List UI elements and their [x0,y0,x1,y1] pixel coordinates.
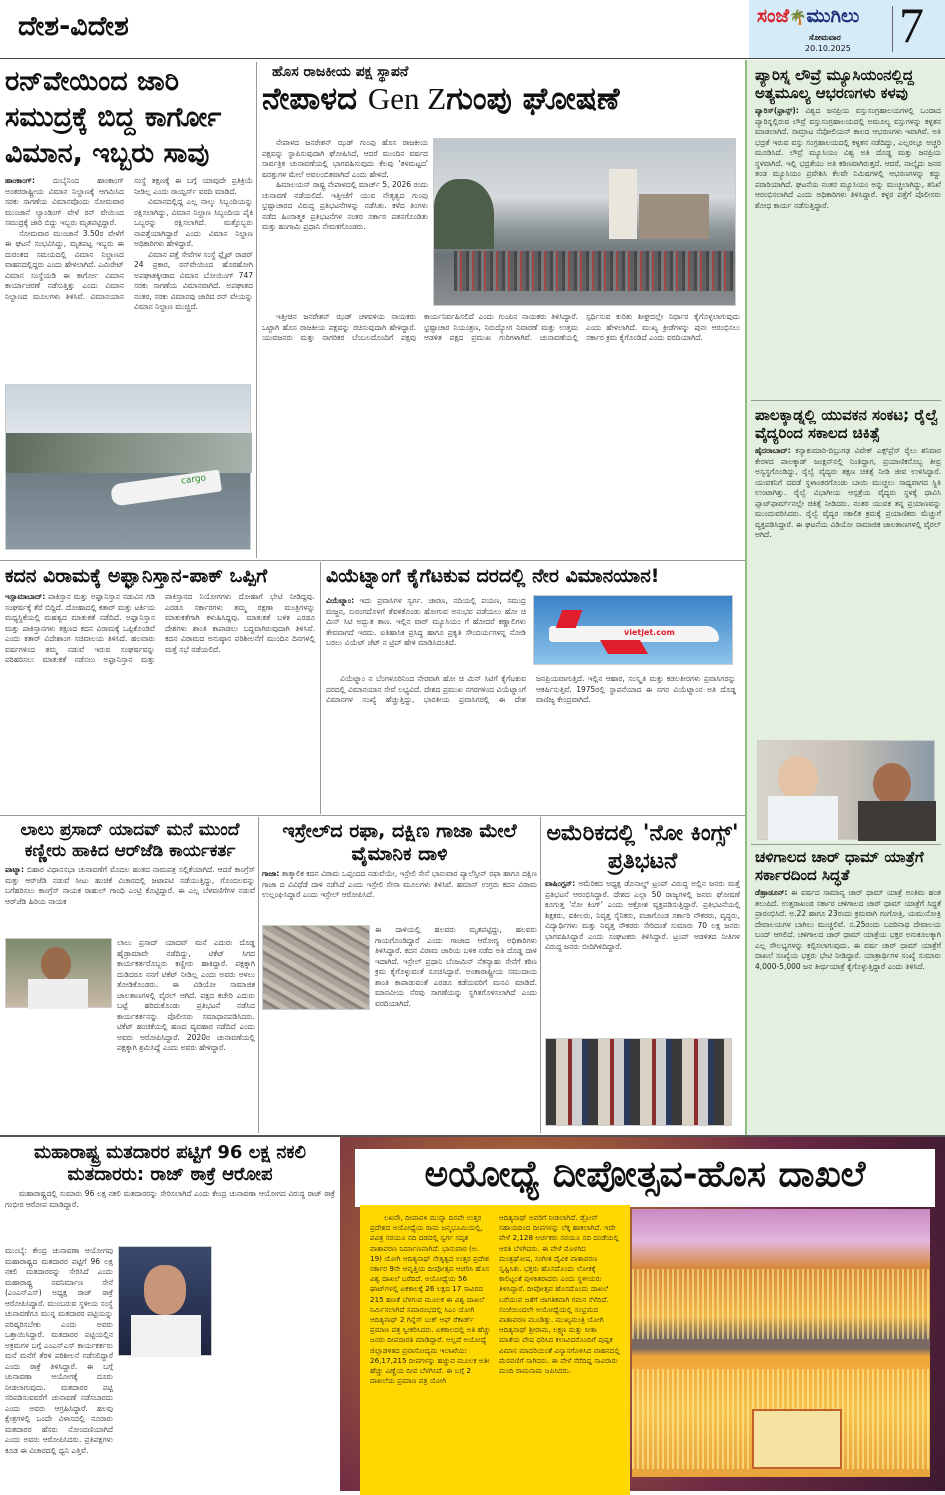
article-chardham [755,848,941,972]
body-text: ವಿಮಾನ ಪತ್ತೆ ಸೇವೆಗಳ ಸಂಸ್ಥೆ ಫ್ಲೈಟ್ ರಾಡರ್ 24 ಪ್ರಕಾರ, ರನ್‌ವೇಯಿಂದ ಹೊರಹೋಗಿ ಅಪಘಾತಕ್ಕೀಡಾದ ವಿಮಾನ ಬೋಯಿಂಗ್ 747 ಸರಕು ಸಾಗಣೆಯ ವಿಮಾನವಾಗಿದೆ. ಅಪಘಾತದ ನಂತರ, ಸರಕು ವಿಮಾನವು ಜಾರಿದ ರನ್ ವೇಯನ್ನು ವಿಮಾನ ನಿಲ್ದಾಣ ಮುಚ್ಚಿದೆ. [134,249,253,311]
body-text: ಹಿಮಾಲಯನ್ ರಾಷ್ಟ್ರ ನೇಪಾಳದಲ್ಲಿ ಮಾರ್ಚ್ 5, 2026 ರಂದು ಚುನಾವಣೆ ನಡೆಯಲಿದೆ. ಇತ್ತೀಚೆಗೆ ಯುವ ನೇತೃತ್ವದ ಗುಂಪು ಭ್ರಷ್ಟಾಚಾರದ ವಿರುದ್ಧ ಪ್ರತಿಭಟನೆಗಳನ್ನು ನಡೆಸಿತು. ಕಳೆದ ತಿಂಗಳು ನಡೆದ ಹಿಂಸಾತ್ಮಕ ಪ್ರತಿಭಟನೆಗಳ ನಂತರ ಸರ್ಕಾರ ಪತನಗೊಂಡಿತು ಮತ್ತು ಹಂಗಾಮಿ ಪ್ರಧಾನಿ ನೇಮಕಗೊಂಡರು. [262,180,428,231]
body-text: ಇತ್ತೀಚಿನ ಜನರೇಶನ್ ಝಡ್ ಚಳವಳಿಯ ನಾಯಕರು ಒಟ್ಟಾಗಿ ಹೊಸ ರಾಜಕೀಯ ಪಕ್ಷವನ್ನು ರಚಿಸುವುದಾಗಿ ಹೇಳಿದ್ದಾರೆ. ಯುವಜನರು ಮತ್ತು ನಾಗರಿಕರ ಬೆಂಬಲದೊಂದಿಗೆ ಪಕ್ಷವು ಕಾರ್ಯನಿರ್ವಹಿಸಲಿದೆ ಎಂದು ಗುಂಪಿನ ನಾಯಕರು ತಿಳಿಸಿದ್ದಾರೆ. ಭ್ರಷ್ಟಾಚಾರ ನಿಯಂತ್ರಣ, ನಿರುದ್ಯೋಗ ನಿವಾರಣೆ ಮತ್ತು ಉತ್ತಮ ಆಡಳಿತ ಪಕ್ಷದ ಪ್ರಮುಖ ಗುರಿಗಳಾಗಿವೆ. ಚುನಾವಣೆಯಲ್ಲಿ ಸ್ಪರ್ಧಿಸುವ ಕುರಿತು ಶೀಘ್ರದಲ್ಲೇ ನಿರ್ಧಾರ ಕೈಗೊಳ್ಳಲಾಗುವುದು ಎಂದು ಹೇಳಲಾಗಿದೆ. ಮುಖ್ಯ ಕ್ರೀಡೆಗಳನ್ನು ಪುನಃ ಆರಂಭಿಸಲು ಸರ್ಕಾರ ಕ್ರಮ ಕೈಗೊಂಡಿದೆ ಎಂದು ವರದಿಯಾಗಿದೆ. [262,312,740,342]
rjd-worker-photo [5,938,112,1008]
dateline: ಡೆಹ್ರಾಡೂನ್: [755,888,788,897]
raj-thackeray-photo [118,1246,212,1356]
article-gaza [262,820,537,1130]
headline: ಪ್ಯಾರಿಸ್ನ ಲೌವ್ರೆ ಮ್ಯೂಸಿಯಂನಲ್ಲಿದ್ದ ಅತ್ಯಮೂಲ್ಯ ಆಭರಣಗಳು ಕಳವು [755,66,914,102]
deepotsava-photo [632,1209,930,1477]
gaza-aerial-photo [262,925,370,1010]
cargo-livery-text: cargo [180,473,207,487]
headline-part: Gen Z [367,81,447,116]
body-text: ಪಾಕಿಸ್ತಾನ ಮತ್ತು ಅಫ್ಘಾನಿಸ್ತಾನ ನಡುವಿನ ಗಡಿ ಸಂಘರ್ಷಕ್ಕೆ ತೆರೆ ಬಿದ್ದಿದೆ. ದೋಹಾದಲ್ಲಿ ಕತಾರ್ ಮತ್ತು ಟರ್ಕಿಯ ಮಧ್ಯಸ್ಥಿಕೆಯಲ್ಲಿ ಮಹತ್ವದ ಮಾತುಕತೆ ನಡೆದಿದೆ. ಅಫ್ಘಾನಿಸ್ತಾನ ಮತ್ತು ಪಾಕಿಸ್ತಾನಗಳು ತಕ್ಷಣದ ಕದನ ವಿರಾಮಕ್ಕೆ ಒಪ್ಪಿಕೊಂಡಿವೆ ಎಂದು ಕತಾರ್ ವಿದೇಶಾಂಗ ಸಚಿವಾಲಯ ತಿಳಿಸಿದೆ. ಹಲವಾರು ವರ್ಷಗಳಿಂದ ತಮ್ಮ ನಡುವೆ ಇರುವ ಸಂಘರ್ಷವನ್ನು ಪರಿಹರಿಸಲು ಮಾತುಕತೆ ನಡೆಸಲು ಅಫ್ಘಾನಿಸ್ತಾನ ಮತ್ತು ಪಾಕಿಸ್ತಾನದ ನಿಯೋಗಗಳು ದೋಹಾಗೆ ಭೇಟಿ ನೀಡಿದ್ದವು. ಎರಡೂ ಸರ್ಕಾರಗಳು ತಮ್ಮ ರಕ್ಷಣಾ ಮಂತ್ರಿಗಳನ್ನು ಮಾತುಕತೆಗಾಗಿ ಕಳುಹಿಸಿದ್ದವು. ಮಾತುಕತೆ ಬಳಿಕ ಎರಡೂ ದೇಶಗಳು ಶಾಂತಿ ಕಾಪಾಡಲು ಬದ್ಧವಾಗಿರುವುದಾಗಿ ತಿಳಿಸಿವೆ. ಕದನ ವಿರಾಮದ ಅನುಷ್ಠಾನ ಪರಿಶೀಲನೆಗೆ ಮುಂದಿನ ದಿನಗಳಲ್ಲಿ ಮತ್ತೆ ಸಭೆ ನಡೆಯಲಿದೆ. [5,592,315,665]
railway-doctor-photo [757,740,935,840]
body-text: ತಾತ್ಕಾಲಿಕ ಕದನ ವಿರಾಮ ಒಪ್ಪಂದದ ನಡುವೆಯೇ, ಇಸ್ರೇಲಿ ಸೇನೆ ಭಾನುವಾರ ಪ್ಯಾಲೆಸ್ತೀನ್ ರಫಾ ಹಾಗೂ ದಕ್ಷಿಣ ಗಾಜಾ ದ ವಿವಿಧೆಡೆ ದಾಳಿ ನಡೆಸಿದೆ ಎಂದು ಇಸ್ರೇಲಿ ಸೇನಾ ಮೂಲಗಳು ತಿಳಿಸಿವೆ. ಹಮಾಸ್ ಉಗ್ರರು ಕದನ ವಿರಾಮ ಉಲ್ಲಂಘಿಸಿದ್ದಾರೆ ಎಂದು ಇಸ್ರೇಲ್ ಆರೋಪಿಸಿದೆ. [262,869,537,899]
article-us-protest [545,820,740,1130]
vietjet-livery-text: vietjet.com [624,628,675,637]
headline-part: ನೇಪಾಳದ [262,81,358,117]
headline: ಇಸ್ರೇಲ್‌ದ ರಫಾ, ದಕ್ಷಿಣ ಗಾಜಾ ಮೇಲೆ ವೈಮಾನಿಕ ದಾಳಿ [282,820,517,865]
article-maharashtra [5,1142,335,1487]
body-text: ನೇಪಾಳದ ಜನರೇಶನ್ ಝಡ್ ಗುಂಪು ಹೊಸ ರಾಜಕೀಯ ಪಕ್ಷವನ್ನು ಸ್ಥಾಪಿಸುವುದಾಗಿ ಘೋಷಿಸಿದೆ, ಆದರೆ ಮುಂದಿನ ವರ್ಷದ ಸಾರ್ವತ್ರಿಕ ಚುನಾವಣೆಯಲ್ಲಿ ಭಾಗವಹಿಸುವುದು ಕೆಲವು 'ತಳಮಟ್ಟದ' ಷರತ್ತುಗಳ ಮೇಲೆ ಅವಲಂಬಿತವಾಗಿದೆ ಎಂದು ಹೇಳಿದೆ. [262,138,428,179]
body-text: ಇದು ಪ್ರವಾಸಿಗಳ ಸ್ವರ್ಗ. ಚಾರಣ, ನದಿಯಲ್ಲಿ ಪಯಣ, ಸಮುದ್ರ ಮಜ್ಜನ, ಸುರಂಗದೊಳಗೆ ತೆವಳಿಕೊಂಡು ಹೋಗುವ ಅನುಭವ ಪಡೆಯಲು ಹೋ ಚಿ ಮಿನ್ ಸಿಟಿ ಅದ್ಭುತ ತಾಣ. ಇಲ್ಲಿನ ವಾರ್ ಮ್ಯೂಸಿಯಂ ಗೆ ಹೋದರೆ ಕಣ್ಣಾಲಿಗಳು ತೇವವಾಗದೆ ಇರದು. ಐತಿಹಾಸಿಕ ಪ್ರಸಿದ್ಧ ಹಾಗೂ ಪ್ರಕೃತಿ ಸೌಂದರ್ಯಗಳನ್ನ ನೋಡಿ ಬರಲು ವಿಯೆಟ್ ಜೆಟ್ ನ ಟ್ರಿಪ್ ಹೇಳಿ ಮಾಡಿಸಿದಂತಿದೆ. [326,596,526,647]
article-afghanistan [5,566,315,811]
dateline: ವಾಷಿಂಗ್ಟನ್: [545,879,576,888]
body-text: ಈ ವರ್ಷದ ಸಾಮಾನ್ಯ ಚಾರ್ ಧಾಮ್ ಯಾತ್ರೆ ಅಂತಿಮ ಹಂತ ತಲುಪಿದೆ. ಉತ್ತರಾಖಂಡ ಸರ್ಕಾರ ಚಳಿಗಾಲದ ಚಾರ್ ಧಾಮ್ ಯಾತ್ರೆಗೆ ಸಿದ್ಧತೆ ಪ್ರಾರಂಭಿಸಿದೆ. ಅ.22 ಹಾಗೂ 23ರಂದು ಕ್ರಮವಾಗಿ ಗಂಗೋತ್ರಿ, ಯಮುನೋತ್ರಿ ದೇವಾಲಯಗಳ ಬಾಗಿಲು ಮುಚ್ಚಲಿವೆ. ನ.25ರಂದು ಬದರಿನಾಥ ದೇವಾಲಯ ಬಂದ್ ಆಗಲಿದೆ. ಚಳಿಗಾಲದ ಚಾರ್ ಧಾಮ್ ಯಾತ್ರೆಯ ಭಕ್ತರ ಅನುಕೂಲಕ್ಕಾಗಿ ಎಲ್ಲ ಸೌಲಭ್ಯಗಳನ್ನು ಕಲ್ಪಿಸಲಾಗುವುದು. ಈ ವರ್ಷ ಚಾರ್ ಧಾಮ್ ಯಾತ್ರೆಗೆ ದಾಖಲೆ ಸಂಖ್ಯೆಯ ಭಕ್ತರು ಭೇಟಿ ನೀಡಿದ್ದಾರೆ. ಯಾತ್ರಾರ್ಥಿಗಳ ಸಂಖ್ಯೆ ಸುಮಾರು 4,000-5,000 ಜನ ತೀರ್ಥಯಾತ್ರೆ ಕೈಗೊಳ್ಳುತ್ತಿದ್ದಾರೆ ಎಂದು ತಿಳಿಸಿದೆ. [755,888,941,971]
headline: ಮಹಾರಾಷ್ಟ್ರ ಮತದಾರರ ಪಟ್ಟಿಗೆ 96 ಲಕ್ಷ ನಕಲಿ ಮತದಾರರು: ರಾಜ್ ಠಾಕ್ರೆ ಆರೋಪ [33,1142,306,1185]
headline: ಚಳಿಗಾಲದ ಚಾರ್ ಧಾಮ್ ಯಾತ್ರೆಗೆ ಸರ್ಕಾರದಿಂದ ಸಿದ್ಧತೆ [755,848,924,884]
masthead-name-part2: ಮುಗಿಲು [806,5,860,27]
body-text: ದುಬೈನಿಂದ ಹಾಂಕಾಂಗ್ ಅಂತರರಾಷ್ಟ್ರೀಯ ವಿಮಾನ ನಿಲ್ದಾಣಕ್ಕೆ ಆಗಮಿಸಿದ ಸರಕು ಸಾಗಣೆಯ ವಿಮಾನವೊಂದು ಸೋಮವಾರ ಮುಂಜಾನೆ ಲ್ಯಾಂಡಿಂಗ್ ವೇಳೆ ರನ್ ವೇಯಿಂದ ಸಮುದ್ರಕ್ಕೆ ಜಾರಿ ಬಿದ್ದು ಇಬ್ಬರು ಮೃತಪಟ್ಟಿದ್ದಾರೆ. [5,176,124,227]
headline: ಲಾಲು ಪ್ರಸಾದ್ ಯಾದವ್ ಮನೆ ಮುಂದೆ ಕಣ್ಣೀರು ಹಾಕಿದ ಆರ್‌ಜೆಡಿ ಕಾರ್ಯಕರ್ತ [20,820,240,861]
article-palakkad [755,406,941,541]
kicker: ಹೊಸ ರಾಜಕೀಯ ಪಕ್ಷ ಸ್ಥಾಪನೆ [272,64,409,80]
headline-part: ಗುಂಪು ಘೋಷಣೆ [446,81,620,117]
headline: ಕದನ ವಿರಾಮಕ್ಕೆ ಅಫ್ಘಾನಿಸ್ತಾನ-ಪಾಕ್ ಒಪ್ಪಿಗೆ [5,565,268,587]
body-text: ಮುಂಬೈ: ಕೇಂದ್ರ ಚುನಾವಣಾ ಆಯೋಗವು ಮಹಾರಾಷ್ಟ್ರದ ಮತದಾರರ ಪಟ್ಟಿಗೆ 96 ಲಕ್ಷ ನಕಲಿ ಮತದಾರರನ್ನು ಸೇರಿಸಿದೆ ಎಂದು ಮಹಾರಾಷ್ಟ್ರ ನವನಿರ್ಮಾಣ ಸೇನೆ (ಎಂಎನ್‌ಎಸ್) ಅಧ್ಯಕ್ಷ ರಾಜ್ ಠಾಕ್ರೆ ಆರೋಪಿಸಿದ್ದಾರೆ. ಮುಂಬರುವ ಸ್ಥಳೀಯ ಸಂಸ್ಥೆ ಚುನಾವಣೆಗೂ ಮುನ್ನ ಮತದಾರರ ಪಟ್ಟಿಯನ್ನು ಪರಿಷ್ಕರಿಸಬೇಕು ಎಂದು ಅವರು ಒತ್ತಾಯಿಸಿದ್ದಾರೆ. ಮತದಾರರ ಪಟ್ಟಿಯಲ್ಲಿನ ಅಕ್ರಮಗಳ ಬಗ್ಗೆ ಎಂಎನ್‌ಎಸ್ ಕಾರ್ಯಕರ್ತರು ಮನೆ ಮನೆಗೆ ತೆರಳಿ ಪರಿಶೀಲನೆ ನಡೆಸಲಿದ್ದಾರೆ ಎಂದು ಠಾಕ್ರೆ ತಿಳಿಸಿದ್ದಾರೆ. ಈ ಬಗ್ಗೆ ಚುನಾವಣಾ ಆಯೋಗಕ್ಕೆ ದೂರು ನೀಡಲಾಗುವುದು. ಮತದಾರರ ಪಟ್ಟಿ ಸರಿಪಡಿಸುವವರೆಗೆ ಚುನಾವಣೆ ನಡೆಸಬಾರದು ಎಂದು ಅವರು ಆಗ್ರಹಿಸಿದ್ದಾರೆ. ಹಲವು ಕ್ಷೇತ್ರಗಳಲ್ಲಿ ಒಂದೇ ವಿಳಾಸದಲ್ಲಿ ನೂರಾರು ಮತದಾರರ ಹೆಸರು ನೋಂದಣಿಯಾಗಿದೆ ಎಂದು ಅವರು ಆರೋಪಿಸಿದರು. ಪ್ರತಿಪಕ್ಷಗಳು ಕೂಡ ಈ ವಿಚಾರದಲ್ಲಿ ಧ್ವನಿ ಎತ್ತಿವೆ. [5,1246,113,1455]
article-lalu [5,820,255,1130]
body-text: ಅಮೆರಿಕದ ಅಧ್ಯಕ್ಷ ಡೊನಾಲ್ಡ್ ಟ್ರಂಪ್ ವಿರುದ್ಧ ಅಲ್ಲಿನ ಜನರು ಮತ್ತೆ ಪ್ರತಿಭಟನೆ ಆರಂಭಿಸಿದ್ದಾರೆ. ದೇಶದ ಎಲ್ಲಾ 50 ರಾಜ್ಯಗಳಲ್ಲಿ ಜನರು ಘೋಷಣೆ ಕೂಗುತ್ತ 'ನೋ ಕಿಂಗ್' ಎಂದು ಆಕ್ರೋಶ ವ್ಯಕ್ತಪಡಿಸುತ್ತಿದ್ದಾರೆ. ಪ್ರತಿಭಟನೆಯಲ್ಲಿ ಶಿಕ್ಷಕರು, ವಕೀಲರು, ನಿವೃತ್ತ ಸೈನಿಕರು, ವಜಾಗೊಂಡ ಸರ್ಕಾರಿ ನೌಕರರು, ವೃದ್ಧರು, ವಿದ್ಯಾರ್ಥಿಗಳು ಮತ್ತು ನಿವೃತ್ತ ನೌಕರರು ಸೇರಿದಂತೆ ಸುಮಾರು 70 ಲಕ್ಷ ಜನರು ಭಾಗವಹಿಸಿದ್ದಾರೆ ಎಂದು ಸಂಘಟಕರು ತಿಳಿಸಿದ್ದಾರೆ. ಟ್ರಂಪ್ ಆಡಳಿತದ ನೀತಿಗಳ ವಿರುದ್ಧ ಜನರು ಬೀದಿಗಿಳಿದಿದ್ದಾರೆ. [545,879,740,951]
dateline: ಹೈದರಾಬಾದ್: [755,446,791,455]
body-text: ಕನ್ಯಾಕುಮಾರಿ-ದಿಬ್ರುಗಢ ವಿವೇಕ್ ಎಕ್ಸ್‌ಪ್ರೆಸ್ ರೈಲು ಶನಿವಾರ ಕೇರಳದ ಪಾಲಕ್ಕಾಡ್ ಜಂಕ್ಷನ್‌ನಲ್ಲಿ ನಿಂತಿದ್ದಾಗ, ಪ್ರಯಾಣಿಕನೊಬ್ಬ ತೀವ್ರ ಅಸ್ವಸ್ಥಗೊಂಡಿದ್ದು, ರೈಲ್ವೆ ವೈದ್ಯರು ತಕ್ಷಣ ಚಿಕಿತ್ಸೆ ನೀಡಿ ಜೀವ ಉಳಿಸಿದ್ದಾರೆ. ಯುವಕನಿಗೆ ದವಡೆ ಸ್ಥಳಾಂತರಗೊಂಡು ಬಾಯಿ ಮುಚ್ಚಲು ಸಾಧ್ಯವಾಗದ ಸ್ಥಿತಿ ಉಂಟಾಗಿತ್ತು. ರೈಲ್ವೆ ವಿಭಾಗೀಯ ಆಸ್ಪತ್ರೆಯ ವೈದ್ಯರು ಸ್ಥಳಕ್ಕೆ ಧಾವಿಸಿ ಪ್ಲಾಟ್‌ಫಾರ್ಮ್‌ನಲ್ಲೇ ಚಿಕಿತ್ಸೆ ನೀಡಿದರು. ನಂತರ ಯುವಕ ತನ್ನ ಪ್ರಯಾಣವನ್ನು ಮುಂದುವರಿಸಿದರು. ರೈಲ್ವೆ ವೈದ್ಯರ ಸಕಾಲಿಕ ಕ್ರಮಕ್ಕೆ ಪ್ರಯಾಣಿಕರು ಮೆಚ್ಚುಗೆ ವ್ಯಕ್ತಪಡಿಸಿದ್ದಾರೆ. ಈ ಘಟನೆಯ ವಿಡಿಯೋ ಸಾಮಾಜಿಕ ಜಾಲತಾಣಗಳಲ್ಲಿ ವೈರಲ್ ಆಗಿದೆ. [755,446,941,539]
vietjet-plane-photo [533,595,733,665]
article-vietnam [326,566,740,811]
body-text: ವಿಯೆಟ್ನಾಂ ನ ಬೆಂಗಳೂರಿನಿಂದ ನೇರವಾಗಿ ಹೋ ಚಿ ಮಿನ್ ಸಿಟಿಗೆ ಕೈಗೆಟಕುವ ದರದಲ್ಲಿ ವಿಮಾನಯಾನ ಸೇವೆ ಲಭ್ಯವಿದೆ. ದೇಶದ ಪ್ರಮುಖ ನಗರಗಳಿಂದ ವಿಯೆಟ್ನಾಂಗೆ ವಿಮಾನಗಳ ಸಂಖ್ಯೆ ಹೆಚ್ಚುತ್ತಿದ್ದು, ಭಾರತೀಯ ಪ್ರವಾಸಿಗರಲ್ಲಿ ಈ ದೇಶ ಜನಪ್ರಿಯವಾಗುತ್ತಿದೆ. ಇಲ್ಲಿನ ಆಹಾರ, ಸಂಸ್ಕೃತಿ ಮತ್ತು ಕಡಲತೀರಗಳು ಪ್ರವಾಸಿಗರನ್ನು ಆಕರ್ಷಿಸುತ್ತಿವೆ. 1975ರಲ್ಲಿ ಸ್ಥಾಪನೆಯಾದ ಈ ನಗರ ವಿಯೆಟ್ನಾಂನ ಅತಿ ದೊಡ್ಡ ವಾಣಿಜ್ಯ ಕೇಂದ್ರವಾಗಿದೆ. [326,674,736,704]
body-text: ಸೋಮವಾರ ಮುಂಜಾನೆ 3.50ರ ವೇಳೆಗೆ ಈ ಘಟನೆ ಸಂಭವಿಸಿದ್ದು, ಮೃತಪಟ್ಟ ಇಬ್ಬರು ಈ ದುರಂತದ ಸಮಯದಲ್ಲಿ ವಿಮಾನ ನಿಲ್ದಾಣದ ವಾಹನದಲ್ಲಿದ್ದರು ಎಂದು ಹೇಳಲಾಗಿದೆ. ಎಮಿರೇಟ್ ವಿಮಾನ ಸಂಸ್ಥೆಯಡಿ ಈ ಕಾರ್ಗೋ ವಿಮಾನ ಕಾರ್ಯಾಚರಣೆ ನಡೆಸುತ್ತಿತ್ತು ಎಂದು ವಿಮಾನ ನಿಲ್ದಾಣದ ಮೂಲಗಳು ತಿಳಿಸಿವೆ. ವಿಮಾನಯಾನ ಸಂಸ್ಥೆ ತಕ್ಷಣಕ್ಕೆ ಈ ಬಗ್ಗೆ ಯಾವುದೇ ಪ್ರತಿಕ್ರಿಯೆ ನೀಡಿಲ್ಲ ಎಂದು ರಾಯ್ಟರ್ಸ್ ವರದಿ ಮಾಡಿದೆ. [5,176,253,301]
article-nepal [262,64,742,556]
article-cargo-plane [5,64,253,556]
article-louvre [755,66,941,211]
dateline: ಇಸ್ಲಾಮಾಬಾದ್: [5,592,46,602]
masthead [749,0,945,58]
dateline: ಗಾಜಾ: [262,869,280,878]
body-text: ವಿಶ್ವದ ಜನಪ್ರಿಯ ವಸ್ತುಸಂಗ್ರಹಾಲಯಗಳಲ್ಲಿ ಒಂದಾದ ಪ್ಯಾರಿಸ್ನಲ್ಲಿರುವ ಲೌವ್ರೆ ವಸ್ತುಸಂಗ್ರಹಾಲಯದಲ್ಲಿ ಅಮೂಲ್ಯ ವಸ್ತುಗಳನ್ನು ಕಳ್ಳತನ ಮಾಡಲಾಗಿದೆ. ಸಾಮ್ರಾಟ ನೆಪೋಲಿಯನ್ ಕಾಲದ ಆಭರಣಗಳು ಇವಾಗಿವೆ. ಅತಿ ಭದ್ರತೆ ಇರುವ ವಸ್ತು ಸಂಗ್ರಹಾಲಯದಲ್ಲಿ ಕಳ್ಳತನ ನಡೆದಿದ್ದು, ಎಲ್ಲರಲ್ಲೂ ಅಚ್ಚರಿ ಮೂಡಿಸಿದೆ. ಲೌವ್ರೆ ಮ್ಯೂಸಿಯಂ ವಿಶ್ವ ಅತಿ ದೊಡ್ಡ ಮತ್ತು ಜನಪ್ರಿಯ ಸ್ಥಳವಾಗಿದೆ. ಇಲ್ಲಿ ಭದ್ರತೆಯು ಅತಿ ಕಠಿಣವಾಗಿರುತ್ತದೆ. ಆದರೆ, ನಾಲ್ಕೈದು ಜನರ ತಂಡ ಮ್ಯೂಸಿಯಂ ಪ್ರವೇಶಿಸಿ ಕೆಲವೇ ನಿಮಿಷಗಳಲ್ಲಿ ಆಭರಣಗಳನ್ನು ಕದ್ದು ಪರಾರಿಯಾಗಿದೆ. ಘಟನೆಯ ನಂತರ ಮ್ಯೂಸಿಯಂ ಅನ್ನು ಮುಚ್ಚಲಾಗಿದ್ದು, ತನಿಖೆ ಆರಂಭಿಸಲಾಗಿದೆ ಎಂದು ಅಧಿಕಾರಿಗಳು ತಿಳಿಸಿದ್ದಾರೆ. ಕಳ್ಳರ ಪತ್ತೆಗೆ ಪೊಲೀಸರು ಶೋಧ ಕಾರ್ಯ ನಡೆಸುತ್ತಿದ್ದಾರೆ. [755,106,941,210]
masthead-date: 20.10.2025 [805,44,851,53]
right-column [745,60,945,1135]
article-ayodhya [340,1137,945,1491]
body-text: ಬಿಹಾರ ವಿಧಾನಸಭಾ ಚುನಾವಣೆಗೆ ಮೊದಲ ಹಂತದ ನಾಮಪತ್ರ ಸಲ್ಲಿಕೆಯಾಗಿದೆ. ಆದರೆ ಕಾಂಗ್ರೆಸ್ ಮತ್ತು ಆರ್‌ಜೆಡಿ ನಡುವೆ ಸೀಟು ಹಂಚಿಕೆ ವಿಚಾರದಲ್ಲಿ ಜಟಾಪಟಿ ನಡೆಯುತ್ತಿದ್ದು, ಗೊಂದಲವನ್ನು ಬಗೆಹರಿಸಲು ಕಾಂಗ್ರೆಸ್ ನಾಯಕ ರಾಹುಲ್ ಗಾಂಧಿ ಎಂಟ್ರಿ ಕೊಟ್ಟಿದ್ದಾರೆ. ಈ ಎಲ್ಲ ಬೆಳವಣಿಗೆಗಳ ನಡುವೆ ಆರ್‌ಜೆಡಿ ಹಿರಿಯ ನಾಯಕ [5,865,255,906]
body-text: ಲಾಲು ಪ್ರಸಾದ್ ಯಾದವ್ ಮನೆ ಎದುರು ದೊಡ್ಡ ಹೈಡ್ರಾಮಾವೇ ನಡೆದಿದ್ದು, ಟಿಕೆಟ್ ಸಿಗದ ಕಾರ್ಯಕರ್ತರೊಬ್ಬರು ಕಣ್ಣೀರು ಹಾಕಿದ್ದಾರೆ. ಪಕ್ಷಕ್ಕಾಗಿ ದುಡಿದರೂ ನನಗೆ ಟಿಕೆಟ್ ನೀಡಿಲ್ಲ ಎಂದು ಅವರು ಅಳಲು ತೋಡಿಕೊಂಡರು. ಈ ವಿಡಿಯೋ ಸಾಮಾಜಿಕ ಜಾಲತಾಣಗಳಲ್ಲಿ ವೈರಲ್ ಆಗಿದೆ. ಪಕ್ಷದ ಕಚೇರಿ ಎದುರು ಬಟ್ಟೆ ಹರಿದುಕೊಂಡು ಪ್ರತಿಭಟನೆ ನಡೆಸಿದ ಕಾರ್ಯಕರ್ತನನ್ನು ಪೊಲೀಸರು ಸಮಾಧಾನಪಡಿಸಿದರು. ಟಿಕೆಟ್ ಹಂಚಿಕೆಯಲ್ಲಿ ಹಣದ ವ್ಯವಹಾರ ನಡೆದಿದೆ ಎಂದು ಅವರು ಆರೋಪಿಸಿದ್ದಾರೆ. 2020ರ ಚುನಾವಣೆಯಲ್ಲಿ ಪಕ್ಷಕ್ಕಾಗಿ ಶ್ರಮಿಸಿದ್ದೆ ಎಂದು ಅವರು ಹೇಳಿದ್ದಾರೆ. [117,938,255,1052]
no-kings-protest-photo [545,1038,732,1126]
ayodhya-text-box [360,1205,630,1495]
body-text: ಲಖನೌ, ದೀಪಾವಳಿ ಮುನ್ನಾ ದಿನವೇ ಉತ್ತರ ಪ್ರದೇಶದ ಅಯೋಧ್ಯೆಯ ರಾಮ ಜನ್ಮಭೂಮಿಯಲ್ಲಿ, ಪವಿತ್ರ ಸರಯೂ ನದಿ ದಡದಲ್ಲಿ ಸ್ವರ್ಗ ಸದೃಶ ವಾತಾವರಣ ನಿರ್ಮಾಣವಾಗಿದೆ. ಭಾನುವಾರ (ಅ. 19) ಯೋಗಿ ಆದಿತ್ಯನಾಥ್ ನೇತೃತ್ವದ ಉತ್ತರ ಪ್ರದೇಶ ಸರ್ಕಾರ 9ನೇ ಆವೃತ್ತಿಯ ದೀಪೋತ್ಸವ ಆಚರಿಸಿ ಹೊಸ ವಿಶ್ವ ದಾಖಲೆ ಬರೆದಿದೆ. ಅಯೋಧ್ಯೆಯ 56 ಘಾಟ್‌ಗಳಲ್ಲಿ ಏಕಕಾಲಕ್ಕೆ 26 ಲಕ್ಷದ 17 ಸಾವಿರದ 215 ಹಣತೆ ಬೆಳಗುವ ಮೂಲಕ ಈ ವಿಶ್ವ ದಾಖಲೆ ನಿರ್ಮಿಸಲಾಗಿದೆ ಸಮಾರಂಭದಲ್ಲಿ ಸಿಎಂ ಯೋಗಿ ಆದಿತ್ಯನಾಥ್ 2 ಗಿನ್ನೆಸ್ ಬುಕ್ ಆಫ್ ರೆಕಾರ್ಡ್ ಪ್ರಮಾಣ ಪತ್ರ ಸ್ವೀಕರಿಸಿದರು. ಏಕಕಾಲದಲ್ಲಿ ಅತಿ ಹೆಚ್ಚು ಜನರು ದೀಪದಾರತಿ ಮಾಡಿದ್ದಾರೆ. ಅಲ್ಲದೆ ಅಯೋಧ್ಯೆ ಜಿಲ್ಲಾಡಳಿತದ ಪ್ರವಾಸೋದ್ಯಮ ಇಲಾಖೆಯು 26,17,215 ದೀಪಗಳನ್ನು ಹಚ್ಚುವ ಮೂಲಕ ಅತೀ ಹೆಚ್ಚು ಎಣ್ಣೆಯ ದೀಪ ಬೆಳಗಿಸಿದೆ. ಈ ಬಗ್ಗೆ 2 ದಾಖಲೆಯ ಪ್ರಮಾಣ ಪತ್ರ ಯೋಗಿ [370,1213,491,1386]
headline: ಅಯೋಧ್ಯೆ ದೀಪೋತ್ಸವ-ಹೊಸ ದಾಖಲೆ [424,1154,866,1195]
dateline: ಪ್ಯಾರಿಸ್(ಫ್ರಾನ್ಸ್): [755,106,799,115]
body-text: ಮಹಾರಾಷ್ಟ್ರದಲ್ಲಿ ಸುಮಾರು 96 ಲಕ್ಷ ನಕಲಿ ಮತದಾರರನ್ನು ಸೇರಿಸಲಾಗಿದೆ ಎಂದು ಕೇಂದ್ರ ಚುನಾವಣಾ ಆಯೋಗದ ವಿರುದ್ಧ ರಾಜ್ ಠಾಕ್ರೆ ಗಂಭೀರ ಆರೋಪ ಮಾಡಿದ್ದಾರೆ. [5,1189,335,1209]
dateline: ವಿಯೆಟ್ನಾಂ: [326,596,355,605]
section-title: ದೇಶ-ವಿದೇಶ [18,11,129,42]
headline: ಪಾಲಕ್ಕಾಡ್ನಲ್ಲಿ ಯುವಕನ ಸಂಕಟ; ರೈಲ್ವೆ ವೈದ್ಯರಿಂದ ಸಕಾಲದ ಚಿಕಿತ್ಸೆ [755,406,939,442]
body-text: ಈ ದಾಳಿಯಲ್ಲಿ ಹಲವರು ಮೃತಪಟ್ಟಿದ್ದು, ಹಲವರು ಗಾಯಗೊಂಡಿದ್ದಾರೆ ಎಂದು ಗಾಜಾದ ಆರೋಗ್ಯ ಅಧಿಕಾರಿಗಳು ತಿಳಿಸಿದ್ದಾರೆ. ಕದನ ವಿರಾಮ ಜಾರಿಯ ಬಳಿಕ ನಡೆದ ಅತಿ ದೊಡ್ಡ ದಾಳಿ ಇದಾಗಿದೆ. ಇಸ್ರೇಲ್ ಪ್ರಧಾನಿ ಬೆಂಜಮಿನ್ ನೆತನ್ಯಾಹು ಸೇನೆಗೆ ಕಠಿಣ ಕ್ರಮ ಕೈಗೊಳ್ಳುವಂತೆ ಸೂಚಿಸಿದ್ದಾರೆ. ಅಂತಾರಾಷ್ಟ್ರೀಯ ಸಮುದಾಯ ಶಾಂತಿ ಕಾಪಾಡುವಂತೆ ಎರಡೂ ಕಡೆಯವರಿಗೆ ಮನವಿ ಮಾಡಿದೆ. ಮಾನವೀಯ ನೆರವು ಸಾಗಣೆಯನ್ನು ಸ್ಥಗಿತಗೊಳಿಸಲಾಗಿದೆ ಎಂದು ವರದಿಯಾಗಿದೆ. [375,925,537,1008]
nepal-protest-photo [433,138,736,306]
body-text: ಆದಿತ್ಯನಾಥ್ ಅವರಿಗೆ ನೀಡಲಾಗಿದೆ. ಡ್ರೋನ್ ಸಹಾಯದಿಂದ ದೀಪಗಳನ್ನು ಲೆಕ್ಕ ಹಾಕಲಾಗಿದೆ. ಇದೇ ವೇಳೆ 2,128 ಅರ್ಚಕರು ಸರಯೂ ನದಿ ದಂಡೆಯಲ್ಲಿ ಆರತಿ ಬೆಳಗಿದರು. ಈ ವೇಳೆ ಮೊಳಗಿದ ಮಂತ್ರಘೋಷ, ಸಂಗೀತ ದೈವಿಕ ವಾತಾವರಣ ಸೃಷ್ಟಿಸಿತು. ಭಕ್ತರು ಹೊಸದೊಂದು ಲೋಕಕ್ಕೆ ಕಾಲಿಟ್ಟಂತೆ ಪುಳಕಿತರಾದರು ಎಂದು ಸ್ಥಳೀಯರು ತಿಳಿಸಿದ್ದಾರೆ. ದೀಪೋತ್ಸವ ಹೊಸದೊಂದು ದಾಖಲೆ ಬರೆಯುವ ಜತೆಗೆ ಜಾಗತಿಕವಾಗಿ ಗಮನ ಸೆಳೆದಿದೆ. ಸಂಜೆಯಿಂದಲೇ ಅಯೋಧ್ಯೆಯಲ್ಲಿ ಸಂಭ್ರಮದ ವಾತಾವರಣ ಮೂಡಿತ್ತು. ಮುಖ್ಯಮಂತ್ರಿ ಯೋಗಿ ಆದಿತ್ಯನಾಥ್ ಶ್ರೀರಾಮ, ಲಕ್ಷ್ಮಣ ಮತ್ತು ಸೀತಾ ಮಾತೆಯ ವೇಷ ಧರಿಸಿದ ಕಲಾವಿದರೊಂದಿಗೆ ಪುಷ್ಪಕ ವಿಮಾನ ಮಾದರಿಯಂತೆ ವಿನ್ಯಾಸಗೊಳಿಸಿದ ವಾಹನದಲ್ಲಿ ಮೆರವಣಿಗೆ ಸಾಗಿದರು. ಈ ವೇಳೆ ನೆರೆದಿದ್ದ ಸಾವಿರಾರು ಮಂದಿ ರಾಮನಾಮ ಜಪಿಸಿದರು. [499,1213,620,1376]
masthead-name-part1: ಸಂಜೆ [757,5,790,27]
dateline: ಹಾಂಕಾಂಗ್: [5,176,35,185]
cargo-plane-photo [5,384,251,550]
headline [262,82,742,117]
dateline: ಪಾಟ್ನಾ: [5,865,25,874]
body-text: ವಿಮಾನದಲ್ಲಿದ್ದ ಎಲ್ಲ ನಾಲ್ಕು ಸಿಬ್ಬಂದಿಯನ್ನು ರಕ್ಷಿಸಲಾಗಿದ್ದು, ವಿಮಾನ ನಿಲ್ದಾಣ ಸಿಬ್ಬಂದಿಯ ಪೈಕಿ ಒಬ್ಬರನ್ನು ರಕ್ಷಿಸಲಾಗಿದೆ. ಮತ್ತೊಬ್ಬರು ನಾಪತ್ತೆಯಾಗಿದ್ದಾರೆ ಎಂದು ವಿಮಾನ ನಿಲ್ದಾಣ ಅಧಿಕಾರಿಗಳು ಹೇಳಿದ್ದಾರೆ. [134,197,253,248]
headline: ರನ್‌ವೇಯಿಂದ ಜಾರಿ ಸಮುದ್ರಕ್ಕೆ ಬಿದ್ದ ಕಾರ್ಗೋ ವಿಮಾನ, ಇಬ್ಬರು ಸಾವು [5,66,222,169]
palm-logo-icon: 🌴 [789,10,807,26]
masthead-day: ಸೋಮವಾರ [809,33,841,42]
page-number: 7 [899,0,924,53]
headline: ವಿಯೆಟ್ನಾಂಗೆ ಕೈಗೆಟಕುವ ದರದಲ್ಲಿ ನೇರ ವಿಮಾನಯಾನ! [326,565,660,587]
headline: ಅಮೆರಿಕದಲ್ಲಿ 'ನೋ ಕಿಂಗ್ಸ್' ಪ್ರತಿಭಟನೆ [546,821,739,874]
